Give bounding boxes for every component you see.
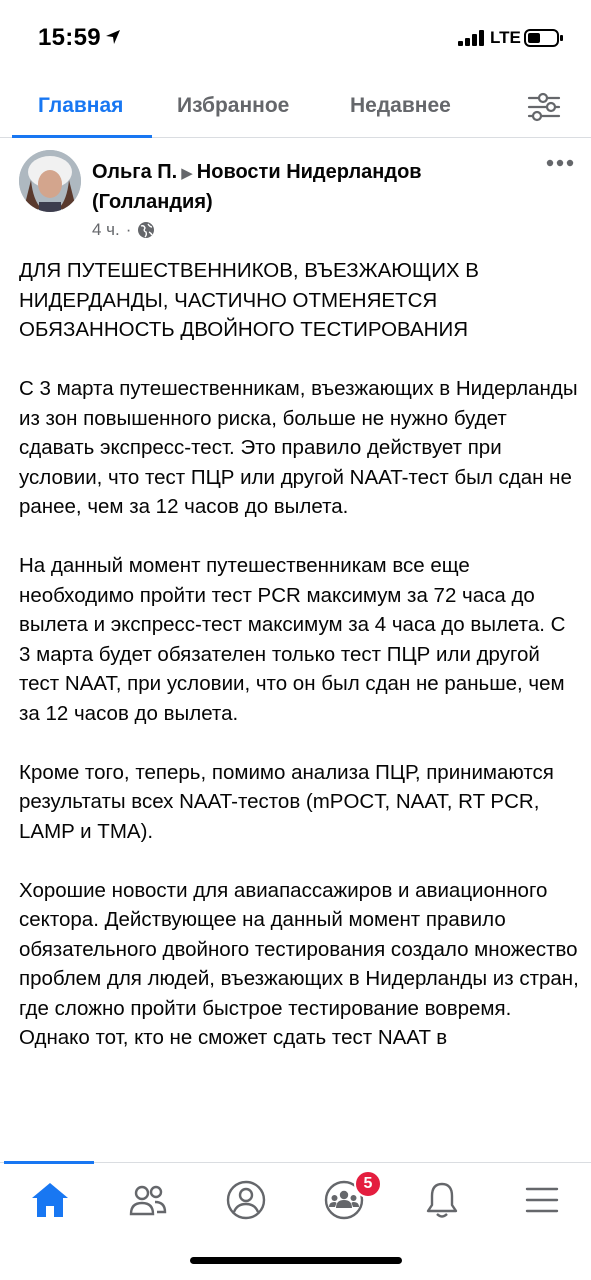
nav-profile[interactable] [221, 1175, 271, 1225]
post-paragraph: С 3 марта путешественникам, въезжающих в Нидерланды из зон повышенного риска, больше не нужно будет сдавать экспресс-тест. Это правило действует при условии, что тест ПЦР или другой NAAT-тест был сдан не ранее, чем за 12 часов до вылета. [19, 377, 578, 518]
post-meta [92, 220, 155, 240]
tab-recent[interactable]: Недавнее [350, 94, 451, 117]
nav-notifications[interactable] [417, 1175, 467, 1225]
globe-icon [137, 221, 155, 239]
author-avatar[interactable] [19, 150, 81, 212]
home-icon [30, 1181, 70, 1219]
active-tab-indicator [12, 135, 152, 138]
hamburger-menu-icon [524, 1185, 560, 1215]
more-options-icon[interactable] [546, 158, 574, 168]
nav-home[interactable] [25, 1175, 75, 1225]
post-body [19, 256, 579, 1162]
friends-icon [128, 1183, 168, 1217]
tab-favorites[interactable]: Избранное [177, 94, 290, 117]
nav-active-indicator [4, 1161, 94, 1164]
nav-friends[interactable] [123, 1175, 173, 1225]
nav-menu[interactable] [517, 1175, 567, 1225]
author-name[interactable]: Ольга П. [92, 161, 178, 183]
network-type: LTE [490, 28, 521, 47]
post-paragraph: Хорошие новости для авиапассажиров и авиационного сектора. Действующее на данный момент правило обязательного двойного тестирования создало множество проблем для людей, въезжающих в Нидерланды из стран, где сложно пройти быстрое тестирование вовремя. Однако тот, кто не сможет сдать тест NAAT в [19, 878, 579, 1049]
cellular-signal-icon [458, 30, 486, 46]
top-tabs [0, 76, 591, 138]
post-time[interactable]: 4 ч. [92, 220, 120, 239]
battery-icon [524, 28, 564, 48]
post-paragraph-headline: ДЛЯ ПУТЕШЕСТВЕННИКОВ, ВЪЕЗЖАЮЩИХ В НИДЕРДАНДЫ, ЧАСТИЧНО ОТМЕНЯЕТСЯ ОБЯЗАННОСТЬ ДВОЙНОГО ТЕСТИРОВАНИЯ [19, 259, 479, 341]
filter-settings-icon[interactable] [526, 92, 562, 122]
post-author-line [92, 158, 532, 216]
post-paragraph: На данный момент путешественникам все еще необходимо пройти тест PCR максимум за 72 часа до вылета и экспресс-тест максимум за 4 часа до вылета. С 3 марта будет обязателен только тест ПЦР или другой тест NAAT, при условии, что он был сдан не раньше, чем за 12 часов до вылета. [19, 554, 566, 725]
meta-separator: · [125, 220, 132, 239]
bell-icon [424, 1180, 460, 1220]
group-name[interactable]: Новости Нидерландов (Голландия) [92, 161, 422, 213]
location-arrow-icon [104, 28, 122, 46]
status-time: 15:59 [38, 24, 101, 51]
avatar-photo [19, 150, 81, 212]
play-arrow-icon: ▶ [181, 165, 193, 182]
status-bar [0, 0, 591, 76]
groups-badge: 5 [354, 1170, 382, 1198]
tab-home[interactable]: Главная [38, 94, 124, 117]
profile-icon [226, 1180, 266, 1220]
home-indicator-bar[interactable] [190, 1257, 402, 1264]
post-paragraph: Кроме того, теперь, помимо анализа ПЦР, принимаются результаты всех NAAT-тестов (mPOCT, NAAT, RT PCR, LAMP и TMA). [19, 760, 554, 843]
